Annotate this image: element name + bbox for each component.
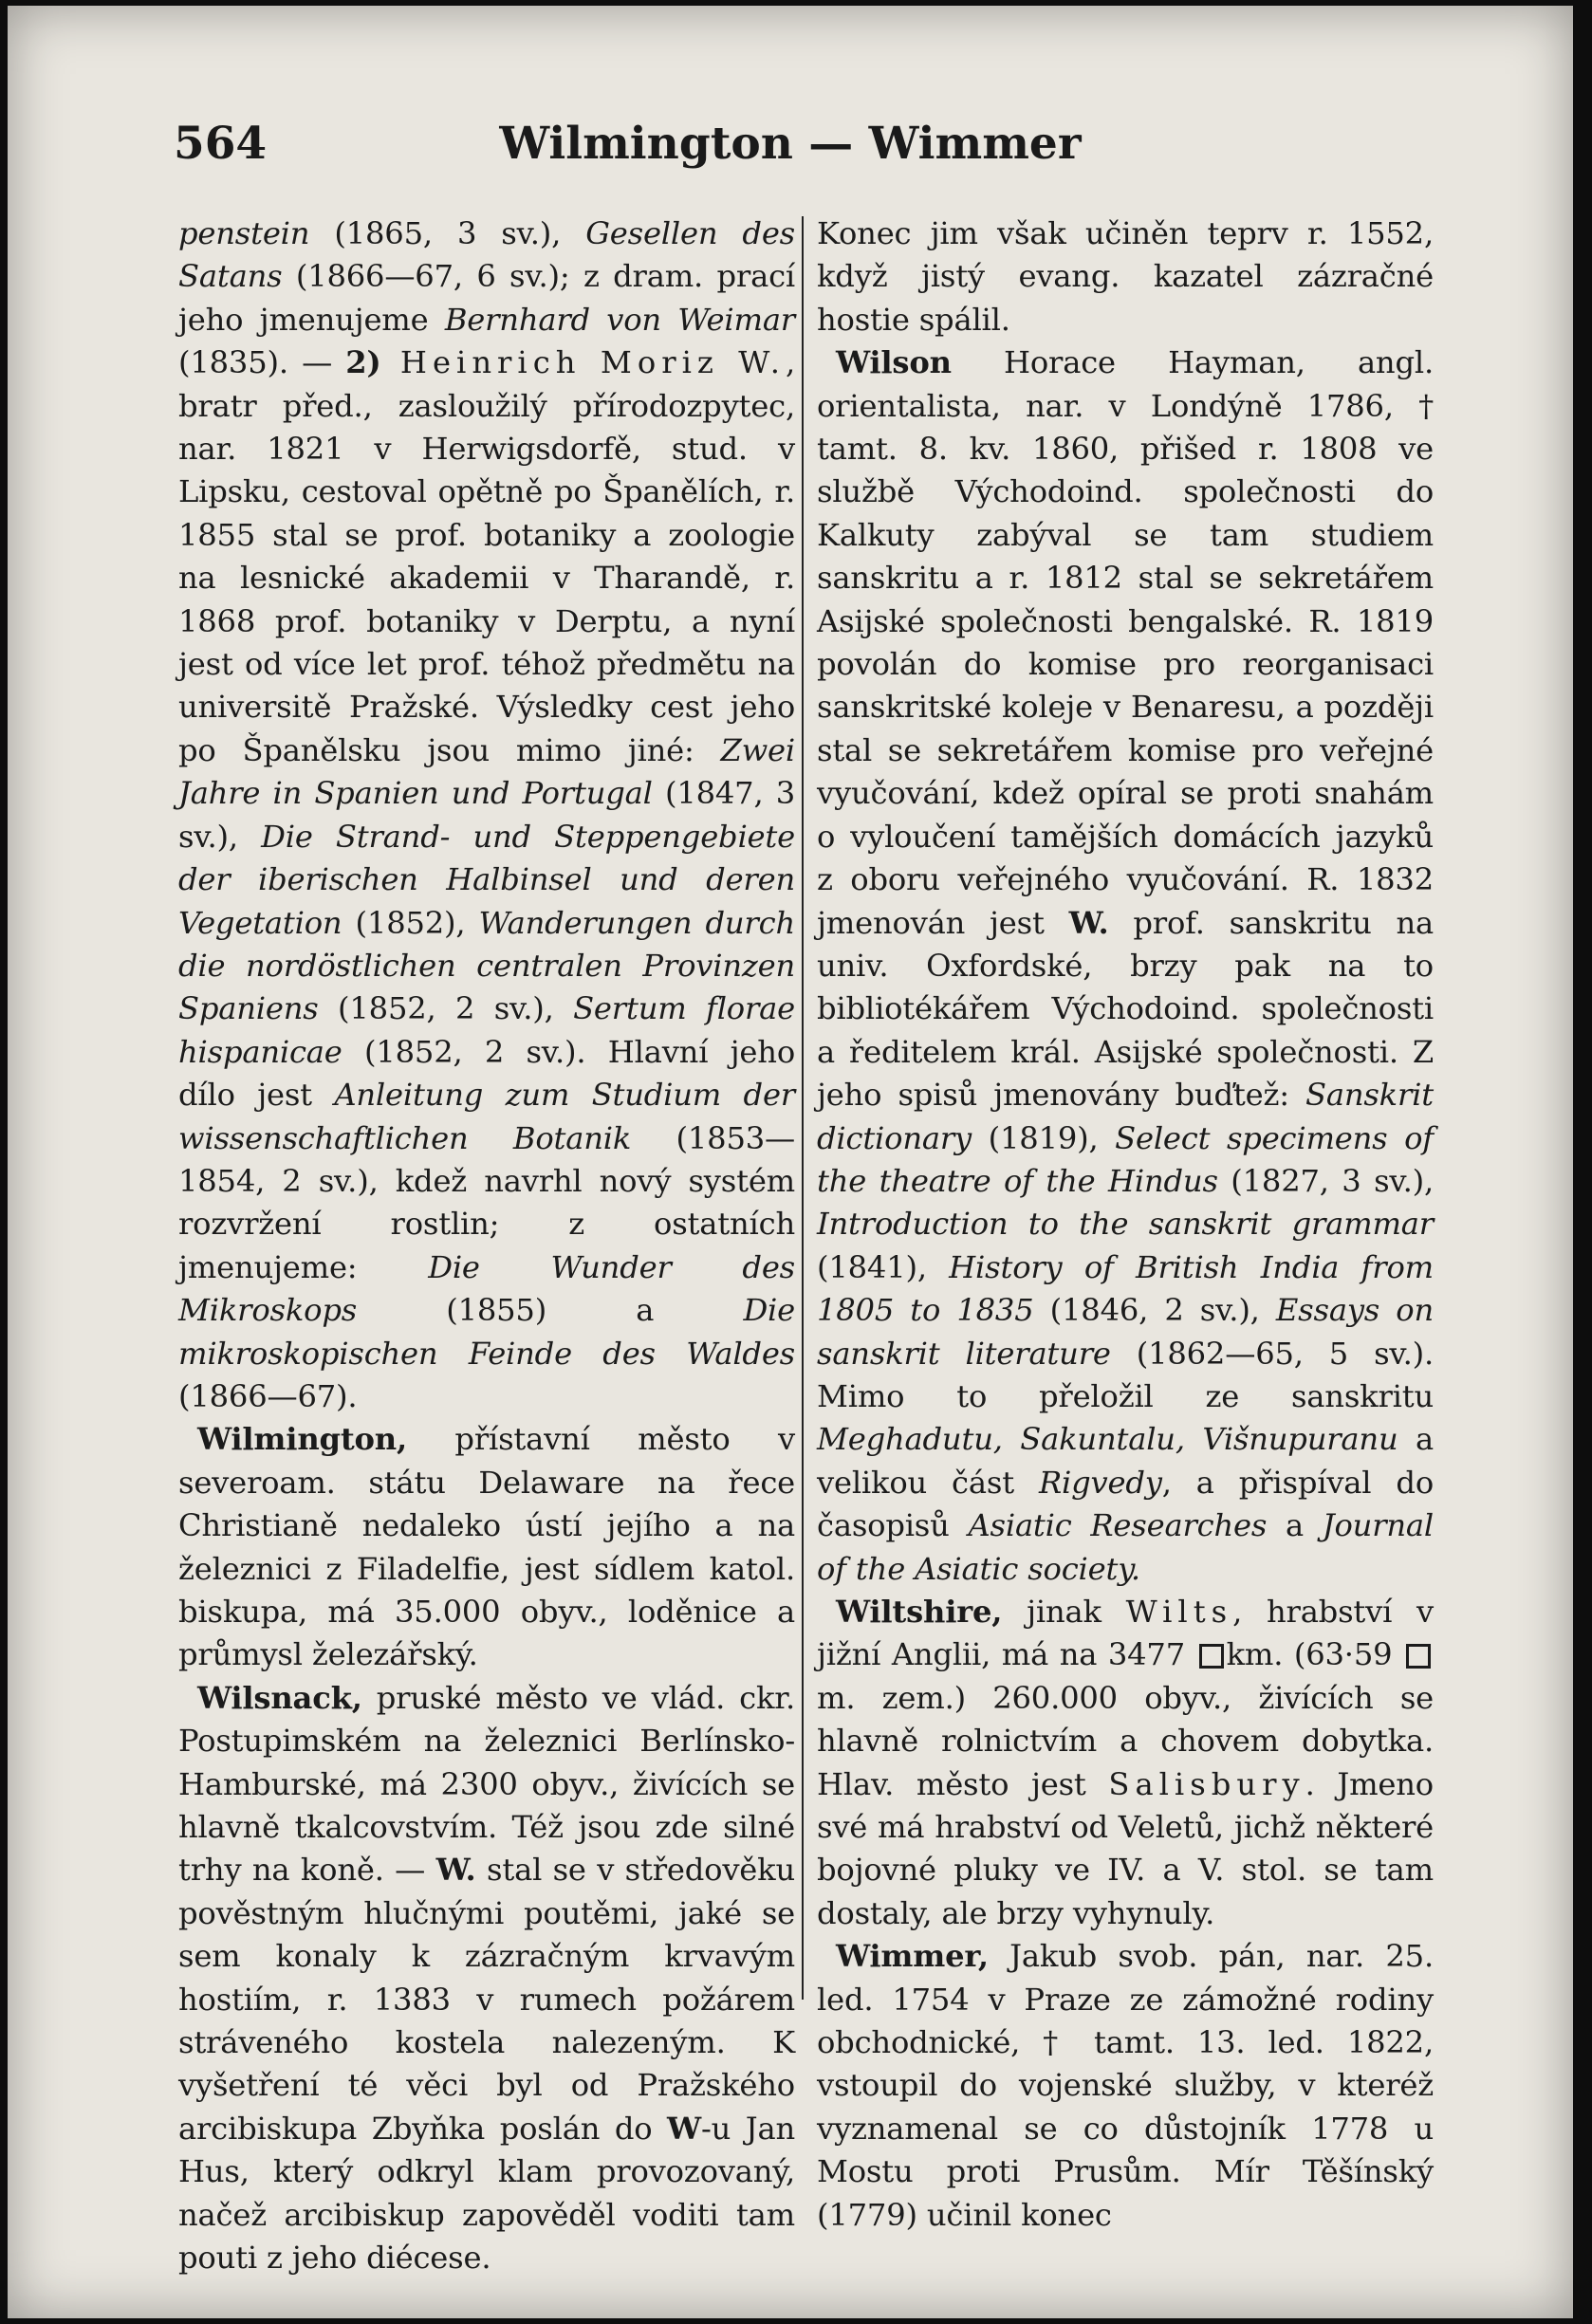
sub-entry-number: 2) bbox=[345, 344, 381, 381]
entry-text: , bratr před., zasloužilý přírodozpytec, nar. 1821 v Herwigsdorfě, stud. v Lipsku, cestoval opětně po Španělích, r. 1855 stal se prof. botaniky a zoologie na lesnické akademii v Tharandě, r. 1868 prof. botaniky v Derptu, a nyní jest od více let prof. téhož předmětu na universitě Pražské. Výsledky cest jeho po Španělsku jsou mimo jiné: bbox=[178, 344, 795, 768]
title-italic: Die Wunder des Mikroskops bbox=[178, 1248, 795, 1329]
entry-text: (1827, 3 sv.), bbox=[1217, 1162, 1434, 1199]
entry-text: . Jmeno své má hrabství od Veletů, jichž některé bojovné pluky ve IV. a V. stol. se tam dostaly, ale brzy vyhynuly. bbox=[817, 1765, 1434, 1931]
entry-continued bbox=[178, 212, 795, 1418]
page-number: 564 bbox=[174, 118, 268, 170]
entry-text: km. (63·59 bbox=[1226, 1636, 1403, 1673]
entry-text: (1865, 3 sv.), bbox=[309, 215, 586, 251]
headword: Wimmer, bbox=[836, 1938, 989, 1975]
title-italic: Sanskrit dictionary bbox=[817, 1077, 1434, 1156]
entry-text: (1855) a bbox=[357, 1292, 744, 1329]
book-page bbox=[8, 6, 1573, 2318]
title-italic: Journal of the Asiatic society. bbox=[817, 1507, 1434, 1587]
entry-text: (1841), bbox=[817, 1248, 950, 1285]
entry-text: (1852, 2 sv.), bbox=[318, 990, 574, 1027]
title-italic: Rigvedy bbox=[1038, 1464, 1162, 1501]
headword: Wilsnack, bbox=[197, 1679, 362, 1716]
entry-text: , hrabství v jižní Anglii, má na 3477 bbox=[817, 1594, 1434, 1673]
square-symbol-icon bbox=[1199, 1644, 1224, 1669]
entry-text: a velikou část bbox=[817, 1421, 1434, 1501]
title-italic: Anleitung zum Studium der wissenschaftlichen Botanik bbox=[178, 1077, 795, 1156]
spaced-name: Salisbury bbox=[1108, 1765, 1305, 1802]
entry-text: (1852), bbox=[342, 904, 479, 941]
entry-wilsnack bbox=[178, 1677, 795, 2280]
entry-text: přístavní město v severoam. státu Delaware na řece Christianě nedaleko ústí jejího a na železnici z Filadelfie, jest sídlem katol. biskupa, má 35.000 obyv., loděnice a průmysl železářský. bbox=[178, 1421, 795, 1673]
column-divider bbox=[802, 216, 804, 2000]
title-italic: Select specimens of the theatre of the Hindus bbox=[817, 1119, 1434, 1199]
entry-text: (1846, 2 sv.), bbox=[1033, 1292, 1276, 1329]
entry-text: pruské město ve vlád. ckr. Postupimském na železnici Berlínsko-Hamburské, má 2300 obyv., živících se hlavně tkalcovstvím. Též jsou zde silné trhy na koně. — bbox=[178, 1679, 795, 1889]
entry-text: (1835). — bbox=[178, 344, 346, 381]
title-italic: Sertum florae hispanicae bbox=[178, 990, 796, 1070]
title-italic: Die Strand- und Steppengebiete der iberischen Halbinsel und deren Vegetation bbox=[178, 818, 795, 941]
left-column bbox=[178, 212, 795, 2280]
entry-text: prof. sanskritu na univ. Oxfordské, brzy pak na to bibliotékářem Východoind. společnosti a ředitelem král. Asijské společnosti. Z jeho spisů jmenovány buďtež: bbox=[817, 904, 1434, 1114]
entry-text: -u Jan Hus, který odkryl klam provozovaný, načež arcibiskup zapověděl voditi tam pouti z jeho diécese. bbox=[178, 2110, 795, 2277]
entry-text: (1852, 2 sv.). Hlavní jeho dílo jest bbox=[178, 1033, 795, 1114]
headword-abbrev: W. bbox=[435, 1852, 476, 1889]
right-column bbox=[817, 212, 1434, 2237]
headword: Wiltshire, bbox=[836, 1594, 1003, 1630]
title-italic: Essays on sanskrit literature bbox=[817, 1292, 1434, 1372]
entry-text: (1866—67). bbox=[178, 1377, 358, 1414]
sub-entry-name: Heinrich Moriz W. bbox=[380, 344, 786, 381]
entry-wilson bbox=[817, 341, 1434, 1591]
title-italic: Introduction to the sanskrit grammar bbox=[817, 1206, 1434, 1243]
title-italic: Asiatic Researches bbox=[968, 1507, 1268, 1544]
square-symbol-icon bbox=[1406, 1644, 1431, 1669]
headword: Wilson bbox=[836, 344, 952, 381]
entry-wiltshire bbox=[817, 1591, 1434, 1935]
entry-wilmington bbox=[178, 1418, 795, 1676]
headword-abbrev: W bbox=[667, 2110, 701, 2147]
title-italic: Bernhard von Weimar bbox=[444, 301, 795, 338]
entry-text: (1853—1854, 2 sv.), kdež navrhl nový systém rozvržení rostlin; z ostatních jmenujeme: bbox=[178, 1119, 795, 1285]
headword: Wilmington, bbox=[197, 1421, 407, 1458]
title-italic: Die mikroskopischen Feinde des Waldes bbox=[178, 1292, 795, 1372]
entry-text: jinak bbox=[1002, 1594, 1126, 1630]
entry-continued-wilsnack: Konec jim však učiněn teprv r. 1552, když jistý evang. kazatel zázračné hostie spálil. bbox=[817, 215, 1434, 338]
title-italic: Gesellen des Satans bbox=[178, 215, 795, 295]
entry-text: , a přispíval do časopisů bbox=[817, 1464, 1434, 1544]
entry-text: (1819), bbox=[972, 1119, 1116, 1156]
title-italic: History of British India from 1805 to 1835 bbox=[817, 1248, 1434, 1329]
entry-text: m. zem.) 260.000 obyv., živících se hlavně rolnictvím a chovem dobytka. Hlav. město jest bbox=[817, 1679, 1434, 1802]
entry-text: stal se v středověku pověstným hlučnými poutěmi, jaké se sem konaly k zázračným krvavým hostiím, r. 1383 v rumech požárem stráveného kostela nalezeným. K vyšetření té věci byl od Pražského arcibiskupa Zbyňka poslán do bbox=[178, 1852, 795, 2147]
spaced-name: Wilts bbox=[1125, 1594, 1233, 1630]
title-italic: Wanderungen durch die nordöstlichen centralen Provinzen Spaniens bbox=[178, 904, 795, 1027]
entry-text: (1862—65, 5 sv.). Mimo to přeložil ze sanskritu bbox=[817, 1335, 1434, 1414]
entry-text: Jakub svob. pán, nar. 25. led. 1754 v Praze ze zámožné rodiny obchodnické, † tamt. 13. led. 1822, vstoupil do vojenské služby, v kteréž vyznamenal se co důstojník 1778 u Mostu proti Prusům. Mír Těšínský (1779) učinil konec bbox=[817, 1938, 1434, 2233]
entry-wimmer bbox=[817, 1935, 1434, 2237]
headword-abbrev: W. bbox=[1068, 904, 1109, 941]
running-head: Wilmington — Wimmer bbox=[499, 118, 1082, 170]
title-italic: penstein bbox=[178, 215, 310, 251]
entry-text: Horace Hayman, angl. orientalista, nar. v Londýně 1786, † tamt. 8. kv. 1860, přišed r. 1808 ve službě Východoind. společnosti do Kalkuty zabýval se tam studiem sanskritu a r. 1812 stal se sekretářem Asijské společnosti bengalské. R. 1819 povolán do komise pro reorganisaci sanskritské koleje v Benaresu, a později stal se sekretářem komise pro veřejné vyučování, kdež opíral se proti snahám o vyloučení tamějších domácích jazyků z oboru veřejného vyučování. R. 1832 jmenován jest bbox=[817, 344, 1434, 941]
title-italic: Meghadutu, Sakuntalu, Višnupuranu bbox=[817, 1421, 1398, 1458]
entry-text: (1866—67, 6 sv.); z dram. prací jeho jmenujeme bbox=[178, 258, 795, 338]
title-italic: Zwei Jahre in Spanien und Portugal bbox=[178, 731, 795, 812]
entry-text: a bbox=[1267, 1507, 1323, 1544]
entry-text: (1847, 3 sv.), bbox=[178, 775, 795, 855]
